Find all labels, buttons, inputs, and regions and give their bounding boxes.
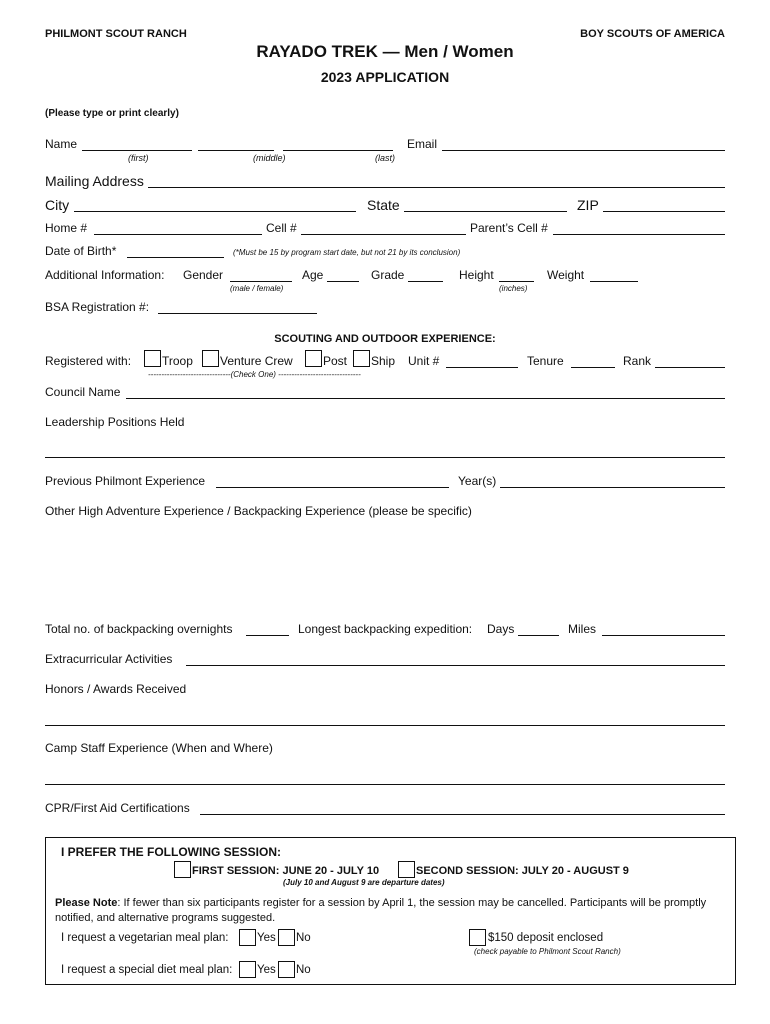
gender-label: Gender xyxy=(183,268,224,282)
second-session-checkbox[interactable] xyxy=(398,861,415,878)
bsa-field[interactable] xyxy=(158,313,317,314)
ship-checkbox[interactable] xyxy=(353,350,370,367)
special-yes-checkbox[interactable] xyxy=(239,961,256,978)
crew-checkbox[interactable] xyxy=(202,350,219,367)
gender-hint: (male / female) xyxy=(230,284,284,293)
high-adventure-label: Other High Adventure Experience / Backpacking Experience (please be specific) xyxy=(45,504,472,518)
special-yes-label: Yes xyxy=(257,964,276,976)
veg-yes-checkbox[interactable] xyxy=(239,929,256,946)
last-hint: (last) xyxy=(375,153,395,163)
troop-checkbox[interactable] xyxy=(144,350,161,367)
years-label: Year(s) xyxy=(458,474,497,488)
leadership-field[interactable] xyxy=(45,457,725,458)
veg-no-checkbox[interactable] xyxy=(278,929,295,946)
weight-label: Weight xyxy=(547,268,585,282)
state-label: State xyxy=(367,197,400,213)
tenure-field[interactable] xyxy=(571,367,615,368)
instruction-text: (Please type or print clearly) xyxy=(45,108,179,119)
dates-note: (July 10 and August 9 are departure dates) xyxy=(283,878,445,887)
last-name-field[interactable] xyxy=(283,150,393,151)
email-field[interactable] xyxy=(442,150,725,151)
second-session-label: SECOND SESSION: JULY 20 - AUGUST 9 xyxy=(416,865,629,877)
mailing-field[interactable] xyxy=(148,187,725,188)
miles-field[interactable] xyxy=(602,635,725,636)
dob-field[interactable] xyxy=(127,257,224,258)
longest-label: Longest backpacking expedition: xyxy=(298,622,473,636)
city-label: City xyxy=(45,197,70,213)
age-label: Age xyxy=(302,268,324,282)
rank-label: Rank xyxy=(623,354,652,368)
ship-label: Ship xyxy=(371,354,396,368)
first-name-field[interactable] xyxy=(82,150,192,151)
city-field[interactable] xyxy=(74,211,356,212)
post-checkbox[interactable] xyxy=(305,350,322,367)
email-label: Email xyxy=(407,137,438,151)
height-hint: (inches) xyxy=(499,284,528,293)
registered-label: Registered with: xyxy=(45,354,132,368)
days-field[interactable] xyxy=(518,635,559,636)
council-label: Council Name xyxy=(45,385,121,399)
camp-staff-field[interactable] xyxy=(45,784,725,785)
unit-label: Unit # xyxy=(408,354,440,368)
unit-field[interactable] xyxy=(446,367,518,368)
prev-philmont-field[interactable] xyxy=(216,487,449,488)
overnights-field[interactable] xyxy=(246,635,289,636)
leadership-label: Leadership Positions Held xyxy=(45,415,185,429)
veg-yes-label: Yes xyxy=(257,932,276,944)
zip-label: ZIP xyxy=(577,197,599,213)
miles-label: Miles xyxy=(568,622,597,636)
weight-field[interactable] xyxy=(590,281,638,282)
note-text: : If fewer than six participants register for a session by April 1, the session may be cancelled. Participants will be promptly notified, and alternative programs suggested. xyxy=(55,897,707,924)
tenure-label: Tenure xyxy=(527,354,564,368)
page-title: RAYADO TREK — Men / Women xyxy=(256,42,514,61)
special-label: I request a special diet meal plan: xyxy=(61,964,233,976)
deposit-note: (check payable to Philmont Scout Ranch) xyxy=(474,947,621,956)
mailing-label: Mailing Address xyxy=(45,173,144,189)
deposit-checkbox[interactable] xyxy=(469,929,486,946)
special-no-label: No xyxy=(296,964,311,976)
parent-cell-label: Parent’s Cell # xyxy=(470,221,548,235)
session-heading: I PREFER THE FOLLOWING SESSION: xyxy=(61,845,282,859)
name-label: Name xyxy=(45,137,78,151)
troop-label: Troop xyxy=(162,354,193,368)
honors-field[interactable] xyxy=(45,725,725,726)
rank-field[interactable] xyxy=(655,367,725,368)
camp-staff-label: Camp Staff Experience (When and Where) xyxy=(45,741,273,755)
state-field[interactable] xyxy=(404,211,567,212)
cpr-label: CPR/First Aid Certifications xyxy=(45,801,190,815)
dob-label: Date of Birth* xyxy=(45,244,117,258)
header-left: PHILMONT SCOUT RANCH xyxy=(45,28,187,40)
crew-label: Venture Crew xyxy=(220,354,293,368)
days-label: Days xyxy=(487,622,515,636)
cell-label: Cell # xyxy=(266,221,297,235)
zip-field[interactable] xyxy=(603,211,725,212)
overnights-label: Total no. of backpacking overnights xyxy=(45,622,233,636)
note-label: Please Note xyxy=(55,897,118,909)
age-field[interactable] xyxy=(327,281,359,282)
gender-field[interactable] xyxy=(230,281,292,282)
middle-name-field[interactable] xyxy=(198,150,274,151)
extracurricular-label: Extracurricular Activities xyxy=(45,652,173,666)
veg-no-label: No xyxy=(296,932,311,944)
parent-cell-field[interactable] xyxy=(553,234,725,235)
cell-field[interactable] xyxy=(301,234,466,235)
scouting-heading: SCOUTING AND OUTDOOR EXPERIENCE: xyxy=(274,333,496,345)
additional-label: Additional Information: xyxy=(45,268,165,282)
honors-label: Honors / Awards Received xyxy=(45,682,187,696)
check-one-hint: -------------------------------(Check One) ------------------------------- xyxy=(148,370,361,379)
height-field[interactable] xyxy=(499,281,534,282)
home-field[interactable] xyxy=(94,234,262,235)
page-subtitle: 2023 APPLICATION xyxy=(320,69,450,85)
first-session-label: FIRST SESSION: JUNE 20 - JULY 10 xyxy=(192,865,380,877)
grade-label: Grade xyxy=(371,268,405,282)
home-label: Home # xyxy=(45,221,88,235)
grade-field[interactable] xyxy=(408,281,443,282)
years-field[interactable] xyxy=(500,487,725,488)
prev-philmont-label: Previous Philmont Experience xyxy=(45,474,206,488)
please-note xyxy=(55,896,715,926)
first-session-checkbox[interactable] xyxy=(174,861,191,878)
deposit-label: $150 deposit enclosed xyxy=(488,932,604,944)
first-hint: (first) xyxy=(128,153,149,163)
veg-label: I request a vegetarian meal plan: xyxy=(61,932,229,944)
cpr-field[interactable] xyxy=(200,814,725,815)
council-field[interactable] xyxy=(126,398,725,399)
extracurricular-field[interactable] xyxy=(186,665,725,666)
bsa-label: BSA Registration #: xyxy=(45,300,150,314)
dob-note: (*Must be 15 by program start date, but not 21 by its conclusion) xyxy=(233,248,461,257)
middle-hint: (middle) xyxy=(253,153,286,163)
post-label: Post xyxy=(323,354,348,368)
special-no-checkbox[interactable] xyxy=(278,961,295,978)
header-right: BOY SCOUTS OF AMERICA xyxy=(580,28,725,40)
height-label: Height xyxy=(459,268,494,282)
